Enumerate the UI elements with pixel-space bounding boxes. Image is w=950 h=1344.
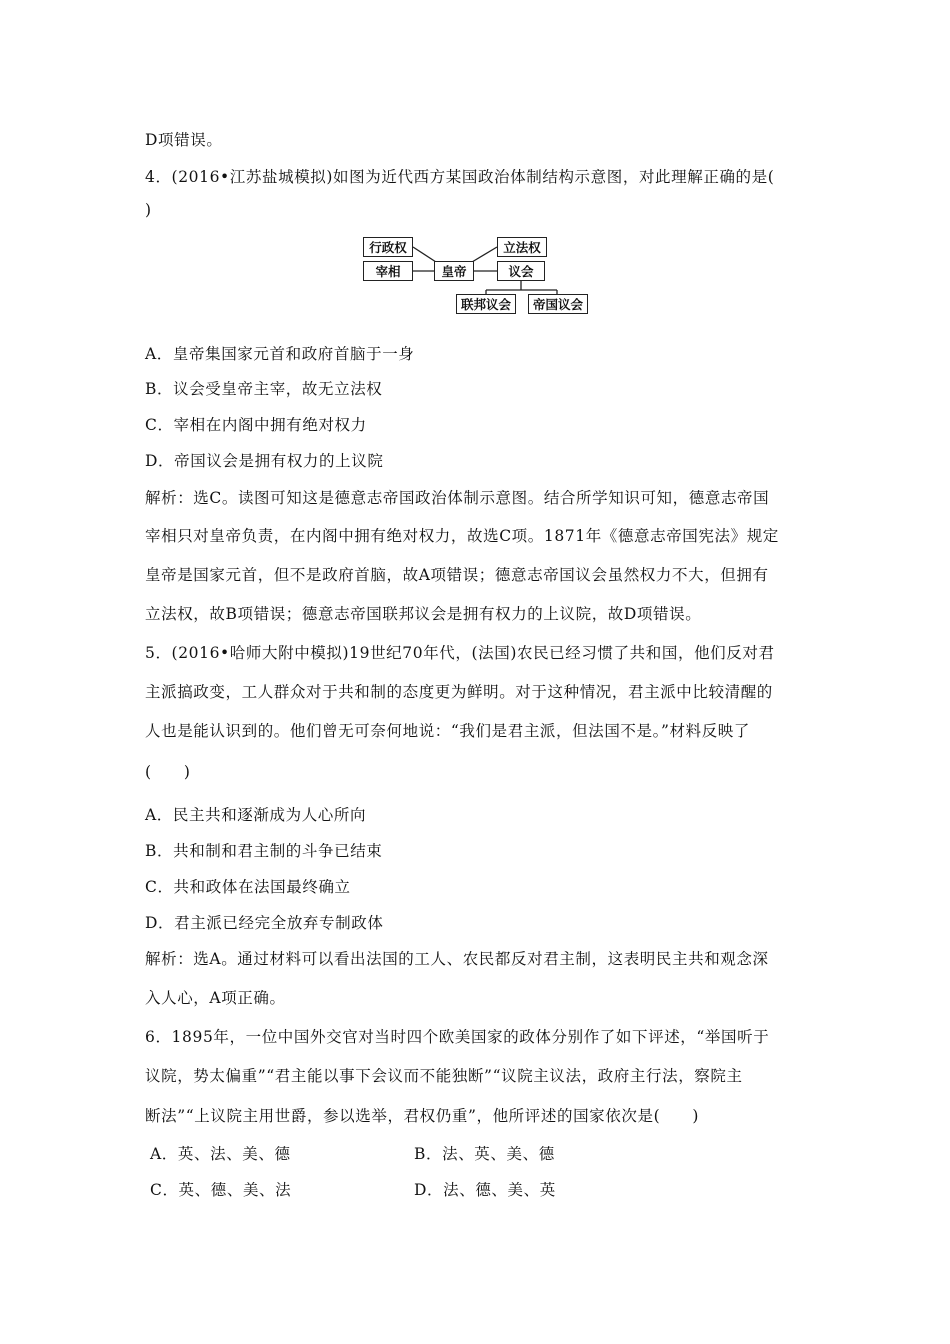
q5-option-c: C．共和政体在法国最终确立	[145, 878, 351, 896]
q5-option-d: D．君主派已经完全放弃专制政体	[145, 914, 384, 932]
q4-option-b: B．议会受皇帝主宰，故无立法权	[145, 380, 383, 398]
q5-analysis-1: 解析：选A。通过材料可以看出法国的工人、农民都反对君主制，这表明民主共和观念深	[145, 950, 769, 968]
q4-analysis-3: 皇帝是国家元首，但不是政府首脑，故A项错误；德意志帝国议会虽然权力不大，但拥有	[145, 566, 769, 584]
question-6-stem-2: 议院，势太偏重”“君主能以事下会议而不能独断”“议院主议法，政府主行法，察院主	[145, 1067, 743, 1085]
q4-analysis-4: 立法权，故B项错误；德意志帝国联邦议会是拥有权力的上议院，故D项错误。	[145, 605, 702, 623]
q4-option-d: D．帝国议会是拥有权力的上议院	[145, 452, 384, 470]
executive-power-box: 行政权	[363, 237, 413, 257]
q6-option-a: A．英、法、美、德	[150, 1145, 291, 1163]
q6-option-d: D．法、德、美、英	[414, 1181, 556, 1199]
emperor-box: 皇帝	[434, 261, 474, 281]
q5-analysis-2: 入人心，A项正确。	[145, 989, 286, 1007]
link-executive-emperor	[413, 247, 436, 262]
q4-option-c: C．宰相在内阁中拥有绝对权力	[145, 416, 367, 434]
federal-council-box: 联邦议会	[456, 294, 516, 314]
legislative-power-box: 立法权	[497, 237, 547, 257]
question-4-stem-cont: )	[145, 201, 152, 219]
question-6-stem-1: 6．1895年，一位中国外交官对当时四个欧美国家的政体分别作了如下评述，“举国听于	[145, 1028, 770, 1046]
q5-option-b: B．共和制和君主制的斗争已结束	[145, 842, 383, 860]
question-5-stem-4: ( )	[145, 763, 191, 781]
q4-option-a: A．皇帝集国家元首和政府首脑于一身	[145, 345, 415, 363]
question-4-stem: 4．(2016•江苏盐城模拟)如图为近代西方某国政治体制结构示意图，对此理解正确的是(	[145, 168, 775, 186]
q4-analysis-2: 宰相只对皇帝负责，在内阁中拥有绝对权力，故选C项。1871年《德意志帝国宪法》规定	[145, 527, 779, 545]
question-5-stem-3: 人也是能认识到的。他们曾无可奈何地说：“我们是君主派，但法国不是。”材料反映了	[145, 722, 751, 740]
chancellor-box: 宰相	[363, 261, 413, 281]
text-line: D项错误。	[145, 131, 223, 149]
question-6-stem-3: 断法”“上议院主用世爵，参以选举，君权仍重”，他所评述的国家依次是( )	[145, 1107, 700, 1125]
q6-option-b: B．法、英、美、德	[414, 1145, 555, 1163]
q6-option-c: C．英、德、美、法	[150, 1181, 292, 1199]
parliament-box: 议会	[497, 261, 545, 281]
q5-option-a: A．民主共和逐渐成为人心所向	[145, 806, 367, 824]
diagram-connectors	[0, 0, 950, 400]
imperial-diet-box: 帝国议会	[528, 294, 588, 314]
link-emperor-legislative	[472, 247, 497, 262]
question-5-stem-2: 主派搞政变，工人群众对于共和制的态度更为鲜明。对于这种情况，君主派中比较清醒的	[145, 683, 773, 701]
question-5-stem-1: 5．(2016•哈师大附中模拟)19世纪70年代，(法国)农民已经习惯了共和国，他们反对君	[145, 644, 775, 662]
q4-analysis-1: 解析：选C。读图可知这是德意志帝国政治体制示意图。结合所学知识可知，德意志帝国	[145, 489, 770, 507]
